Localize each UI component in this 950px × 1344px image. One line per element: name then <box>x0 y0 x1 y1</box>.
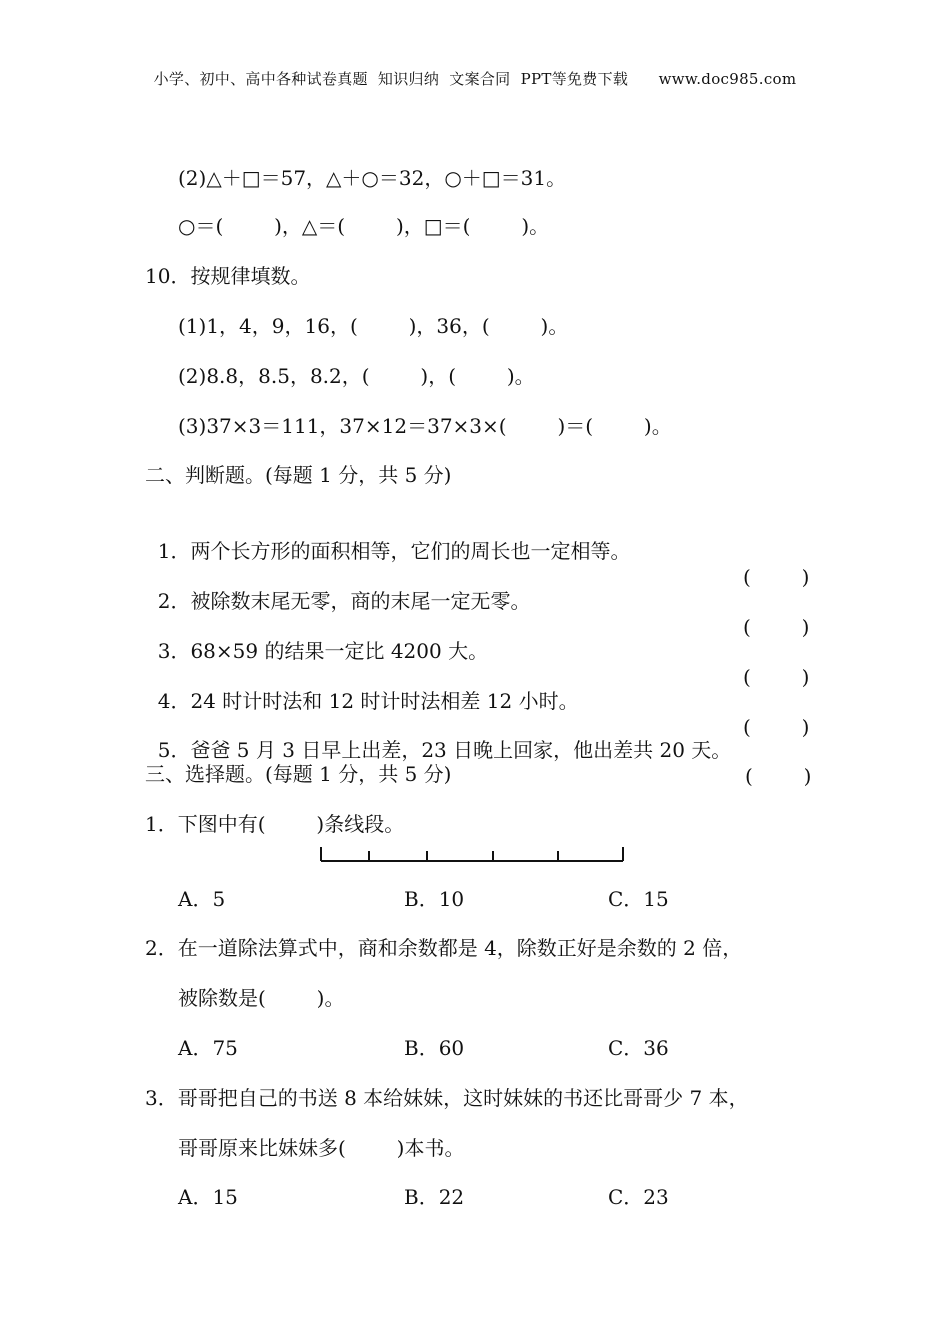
judge-item-text: 4．24 时计时法和 12 时计时法相差 12 小时。 <box>157 689 579 713</box>
choice-q3-line1: 3．哥哥把自己的书送 8 本给妹妹，这时妹妹的书还比哥哥少 7 本， <box>145 1086 749 1110</box>
choice-q2-option-a[interactable]: A．75 <box>178 1036 238 1060</box>
choice-q3-line2: 哥哥原来比妹妹多( )本书。 <box>178 1136 465 1160</box>
choice-q2-option-c[interactable]: C．36 <box>608 1036 669 1060</box>
section3-title: 三、选择题。(每题 1 分，共 5 分) <box>145 762 452 786</box>
choice-q1-option-a[interactable]: A．5 <box>178 887 226 911</box>
q10-title: 10．按规律填数。 <box>145 264 311 288</box>
choice-q3-option-a[interactable]: A．15 <box>178 1185 238 1209</box>
judge-answer-blank[interactable]: ( ) <box>743 565 810 589</box>
judge-item-text: 3．68×59 的结果一定比 4200 大。 <box>157 639 489 663</box>
choice-q1-option-b[interactable]: B．10 <box>404 887 465 911</box>
choice-q2-line1: 2．在一道除法算式中，商和余数都是 4，除数正好是余数的 2 倍， <box>145 936 743 960</box>
judge-answer-blank[interactable]: ( ) <box>743 715 810 739</box>
q9-part2-answers: ○＝( )，△＝( )，□＝( )。 <box>178 214 550 238</box>
choice-q1-option-c[interactable]: C．15 <box>608 887 669 911</box>
choice-q3-option-c[interactable]: C．23 <box>608 1185 669 1209</box>
judge-answer-blank[interactable]: ( ) <box>743 665 810 689</box>
judge-item-text: 2．被除数末尾无零，商的末尾一定无零。 <box>157 589 531 613</box>
choice-q1-text: 1．下图中有( )条线段。 <box>145 812 405 836</box>
section2-title: 二、判断题。(每题 1 分，共 5 分) <box>145 463 452 487</box>
choice-q2-line2: 被除数是( )。 <box>178 986 345 1010</box>
q10-part2: (2)8.8，8.5，8.2，( )，( )。 <box>178 364 535 388</box>
q9-part2-equations: (2)△＋□＝57，△＋○＝32，○＋□＝31。 <box>178 166 567 190</box>
q10-part3: (3)37×3＝111，37×12＝37×3×( )＝( )。 <box>178 414 672 438</box>
judge-item-text: 1．两个长方形的面积相等，它们的周长也一定相等。 <box>157 539 631 563</box>
page-header: 小学、初中、高中各种试卷真题 知识归纳 文案合同 PPT等免费下载 www.doc985.com <box>153 70 797 88</box>
choice-q3-option-b[interactable]: B．22 <box>404 1185 465 1209</box>
judge-answer-blank[interactable]: ( ) <box>745 764 812 788</box>
judge-item-text: 5．爸爸 5 月 3 日早上出差，23 日晚上回家，他出差共 20 天。 <box>157 738 732 762</box>
judge-answer-blank[interactable]: ( ) <box>743 615 810 639</box>
line-segment-figure <box>318 844 628 866</box>
q10-part1: (1)1，4，9，16，( )，36，( )。 <box>178 314 569 338</box>
choice-q2-option-b[interactable]: B．60 <box>404 1036 465 1060</box>
